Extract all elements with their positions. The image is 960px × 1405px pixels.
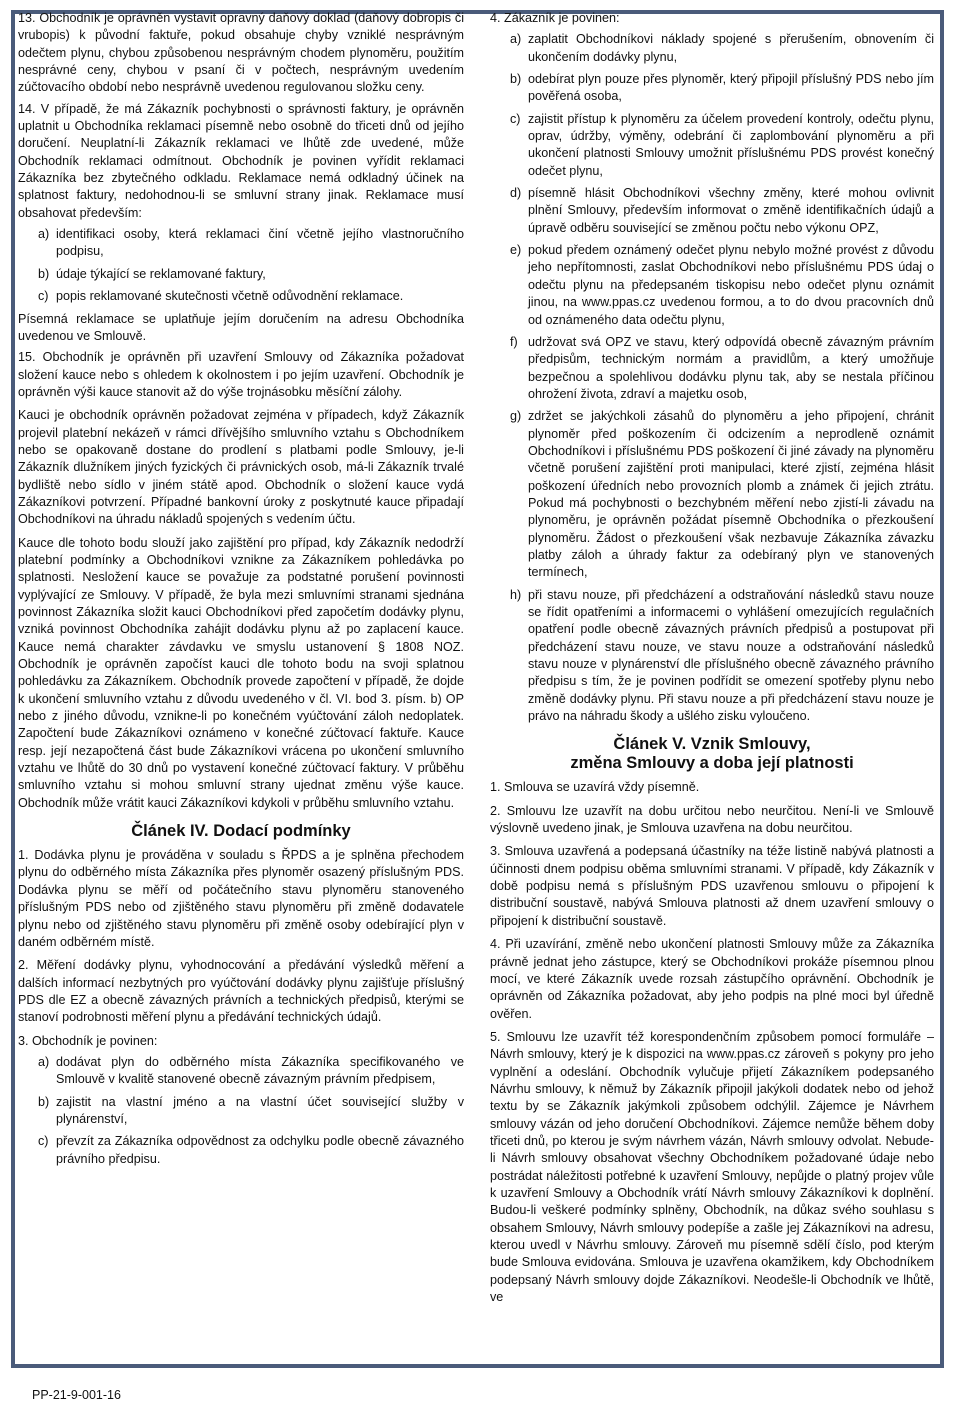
article-5-point-5: 5. Smlouvu lze uzavřít též korespondenčním způsobem pomocí formuláře – Návrh smlouvy, který je k dispozici na www.ppas.cz zároveň s pokyny pro jeho vyplnění a odeslání. Obchodník vylučuje přijetí Zákazníkem podepsaného Návrhu smlouvy, k němuž by Zákazník připojil jakýkoli dodatek nebo od jehož textu by se Zákazník jakýmkoli způsobem odchýlil. Zájemce je Návrhem smlouvy vázán od jeho doručení Obchodníkovi. Zájemce nemůže během doby třiceti dnů, po kterou je svým návrhem vázán, Návrh smlouvy odvolat. Nebude-li Návrh smlouvy obsahovat všechny Obchodníkem požadované údaje nebo postrádat náležitosti potřebné k uzavření Smlouvy, nepůjde o platný projev vůle k uzavření Smlouvy a Obchodník vrátí Návrh smlouvy Zákazníkovi k doplnění. Budou-li veškeré podmínky splněny, Obchodník, na důkaz svého souhlasu s obsahem Smlouvy, Návrh smlouvy podepíše a zašle jej Zákazníkovi na adresu, kterou uvedl v Návrhu smlouvy. Zároveň mu písemně sdělí číslo, pod kterým bude Smlouva evidována. Smlouva je uzavřena okamžikem, kdy Obchodníkem podepsaný Návrh smlouvy dojde Zákazníkovi. Neodešle-li Obchodník ve lhůtě, ve <box>490 1029 934 1305</box>
list-item: c) popis reklamované skutečnosti včetně odůvodnění reklamace. <box>38 289 404 304</box>
article-4-heading: Článek IV. Dodací podmínky <box>131 822 351 841</box>
article-5-heading-line1: Článek V. Vznik Smlouvy, <box>613 735 811 754</box>
customer-obligations-list <box>490 31 934 725</box>
right-column <box>490 10 934 1310</box>
list-item: c) zajistit přístup k plynoměru za účelem provedení kontroly, odečtu plynu, oprav, údržby, výměny, odebrání či zaplombování plynoměru a při ukončení platnosti Smlouvy umožnit příslušnému PDS provést konečný odečet plynu, <box>510 111 934 178</box>
list-item: b) údaje týkající se reklamované faktury, <box>38 266 266 281</box>
list-item: e) pokud předem oznámený odečet plynu nebylo možné provést z důvodu jeho nepřítomnosti, zaslat Obchodníkovi nebo příslušnému PDS údaj o odečtu plynu na předepsaném tiskopisu nebo odečet plynu oznámit jinou, na www.ppas.cz uvedenou formou, a to do dvou pracovních dnů od oznámeného data odečtu plynu, <box>510 243 934 327</box>
list-item: a) dodávat plyn do odběrného místa Zákazníka specifikovaného ve Smlouvě v kvalitě stanovené obecně závazným právním předpisem, <box>38 1054 464 1087</box>
article-5-point-2: 2. Smlouvu lze uzavřít na dobu určitou nebo neurčitou. Není-li ve Smlouvě výslovně uvedeno jinak, je Smlouva uzavřena na dobu neurčitou. <box>490 803 934 836</box>
list-item: b) odebírat plyn pouze přes plynoměr, který připojil příslušný PDS nebo jím pověřená osoba, <box>510 72 934 104</box>
list-item: h) při stavu nouze, při předcházení a odstraňování následků stavu nouze se řídit opatřeními a informacemi o vyhlášení omezujících regulačních opatření podle obecně závazných právních předpisů a postupovat při předcházení stavu nouze, ve stavu nouze a odstraňování následků stavu nouze v plynárenství dle příslušného obecně závazného právního předpisu s tím, že je povinen podřídit se omezení spotřeby plynu nebo změně dodávky plynu. Při stavu nouze a při předcházení stavu nouze je právo na náhradu škody a ušlého zisku vyloučeno. <box>510 587 934 724</box>
article-5-point-3: 3. Smlouva uzavřená a podepsaná účastníky na téže listině nabývá platnosti a účinnosti dnem podpisu oběma smluvními stranami. V případě, kdy Zákazník v době podpisu nemá s příslušným PDS uzavřenou smlouvu o připojení k distribuční soustavě, nabývá Smlouva platnosti až dnem uzavření smlouvy o připojení k distribuční soustavě. <box>490 844 934 928</box>
list-item: g) zdržet se jakýchkoli zásahů do plynoměru a jeho připojení, chránit plynoměr před poškozením či odcizením a neprodleně oznámit Obchodníkovi i příslušnému PDS poškození či jiné závady na plynoměru včetně porušení zajištění proti manipulaci, které zjistí, zejména hlásit poškození úředních nebo provozních plomb a známek či jejich ztrátu. Pokud má pochybnosti o bezchybném měření nebo zjistí-li závadu na plynoměru, je oprávněn požádat písemně Obchodníka o přezkoušení plynoměru. Žádost o přezkoušení však nezbavuje Zákazníka závazku platby záloh a úhrady faktur za odebíraný plyn ve stanovených termínech, <box>510 409 934 580</box>
list-item: d) písemně hlásit Obchodníkovi všechny změny, které mohou ovlivnit plnění Smlouvy, především informovat o změně identifikačních údajů a úpravě odběru související se změnou počtu nebo výkonu OPZ, <box>510 186 934 235</box>
article-5-point-1: 1. Smlouva se uzavírá vždy písemně. <box>490 780 700 795</box>
article-4-point-4: 4. Zákazník je povinen: <box>490 11 620 25</box>
article-4-point-2: 2. Měření dodávky plynu, vyhodnocování a předávání výsledků měření a dalších informací nezbytných pro vyúčtování dodávky plynu zajišťuje příslušný PDS dle EZ a obecně závazných právních a technických předpisů, kterými se stanoví podrobnosti měření plynu a předávání technických údajů. <box>18 958 464 1025</box>
article-4-point-1: 1. Dodávka plynu je prováděna v souladu s ŘPDS a je splněna přechodem plynu do odběrného místa Zákazníka přes plynoměr osazený příslušným PDS. Dodávka plynu se měří od počátečního stavu plynoměru stanoveného příslušným PDS nebo od zjištěného stavu plynoměru při změně dodavatele plynu nebo od zjištěného stavu plynoměru při změně osoby odebírající plyn v daném odběrném místě. <box>18 848 464 949</box>
supplier-obligations-list <box>18 1054 464 1168</box>
list-item: f) udržovat svá OPZ ve stavu, který odpovídá obecně závazným právním předpisům, technickým normám a pravidlům, a který umožňuje bezpečnou a spolehlivou dodávku plynu tak, aby se nestala příčinou ohrožení života, zdraví a majetku osob, <box>510 334 934 401</box>
complaint-requirements-list <box>18 226 464 305</box>
paragraph-13: 13. Obchodník je oprávněn vystavit opravný daňový doklad (daňový dobropis či vrubopis) k původní faktuře, pokud obsahuje chyby vzniklé nesprávným odečtem plynu, chybou způsobenou nesprávným chodem plynoměru, použitím nesprávné ceny, chybou v psaní či v počtech, nesprávným uvedením zúčtovacího období nebo nesprávně uvedenou regulovanou složku ceny. <box>18 11 464 95</box>
article-4-point-3: 3. Obchodník je povinen: <box>18 1033 158 1048</box>
article-5-point-4: 4. Při uzavírání, změně nebo ukončení platnosti Smlouvy může za Zákazníka právně jednat jeho zástupce, který se Obchodníkovi prokáže písemnou plnou mocí, ve které Zákazník uvede rozsah zástupčího oprávnění. Obchodník je oprávněn od Zákazníka požadovat, aby jeho podpis na plné moci byl úředně ověřen. <box>490 937 934 1021</box>
left-column <box>18 10 464 1173</box>
paragraph-15b: Kauci je obchodník oprávněn požadovat zejména v případech, když Zákazník projevil platební nekázeň v rámci dřívějšího smluvního vztahu s Obchodníkem nebo se opakovaně dostane do prodlení s platbami podle Smlouvy, je-li Zákazník dlužníkem jiných fyzických či právnických osob, má-li Zákazník trvalé bydliště nebo sídlo v jiném státě apod. Obchodník o složení kauce vydá Zákazníkovi potvrzení. Případné bankovní úroky z poskytnuté kauce připadají Obchodníkovi na úhradu nákladů spojených s vedením účtu. <box>18 408 464 527</box>
paragraph-15c: Kauce dle tohoto bodu slouží jako zajištění pro případ, kdy Zákazník nedodrží platební podmínky a Obchodníkovi vznikne za Zákazníkem pohledávka po splatnosti. Nesložení kauce se považuje za podstatné porušení povinnosti vyplývající ze Smlouvy. V případě, že byla mezi smluvními stranami sjednána povinnost Zákazníka složit kauci Obchodníkovi před započetím dodávky plynu, vzniká povinnost Obchodníka zahájit dodávku plynu až po zaplacení kauce. Kauce nemá charakter závdavku ve smyslu ustanovení § 1808 NOZ. Obchodník je oprávněn započíst kauci dle tohoto bodu na svoji splatnou pohledávku za Zákazníkem. Obchodník provede započtení v případě, že dojde k ukončení smluvního vztahu z důvodu uvedeného v čl. VI. bod 3. písm. b) OP nebo z jiného důvodu, vznikne-li po konečném vyúčtování záloh nedoplatek. Započtení bude Zákazníkovi oznámeno v konečné zúčtovací faktuře. Kauce resp. její nezapočtená část bude Zákazníkovi vrácena po ukončení smluvního vztahu ve lhůtě do 30 dnů po vystavení konečné zúčtovací faktury. V průběhu smluvního vztahu si mohou smluvní strany ujednat změnu výše kauce. Obchodník může vrátit kauci Zákazníkovi kdykoli v průběhu smluvního vztahu. <box>18 535 464 810</box>
list-item: c) převzít za Zákazníka odpovědnost za odchylku podle obecně závazného právního předpisu. <box>38 1134 464 1166</box>
list-item: b) zajistit na vlastní jméno a na vlastní účet související služby v plynárenství, <box>38 1094 464 1126</box>
paragraph-14-after: Písemná reklamace se uplatňuje jejím doručením na adresu Obchodníka uvedenou ve Smlouvě. <box>18 311 464 343</box>
article-5-heading <box>490 735 934 773</box>
list-item: a) identifikaci osoby, která reklamaci činí včetně jejího vlastnoručního podpisu, <box>38 227 464 259</box>
list-item: a) zaplatit Obchodníkovi náklady spojené s přerušením, obnovením či ukončením dodávky plynu, <box>510 32 934 64</box>
paragraph-15: 15. Obchodník je oprávněn při uzavření Smlouvy od Zákazníka požadovat složení kauce nebo s ohledem k okolnostem i po jejím uzavření. Obchodník je oprávněn výši kauce stanovit až do výše trojnásobku měsíční zálohy. <box>18 350 464 399</box>
paragraph-14: 14. V případě, že má Zákazník pochybnosti o správnosti faktury, je oprávněn uplatnit u Obchodníka reklamaci písemně nebo osobně do třiceti dnů od jejího doručení. Neuplatní-li Zákazník reklamaci ve lhůtě zde uvedené, může Obchodník reklamaci odmítnout. Obchodník je povinen vyřídit reklamaci Zákazníka bez zbytečného odkladu. Reklamace nemá odkladný účinek na splatnost faktury, nedohodnou-li se smluvní strany jinak. Reklamace musí obsahovat především: <box>18 101 464 220</box>
article-5-heading-line2: změna Smlouvy a doba její platnosti <box>570 754 854 773</box>
document-code: PP-21-9-001-16 <box>32 1388 121 1402</box>
